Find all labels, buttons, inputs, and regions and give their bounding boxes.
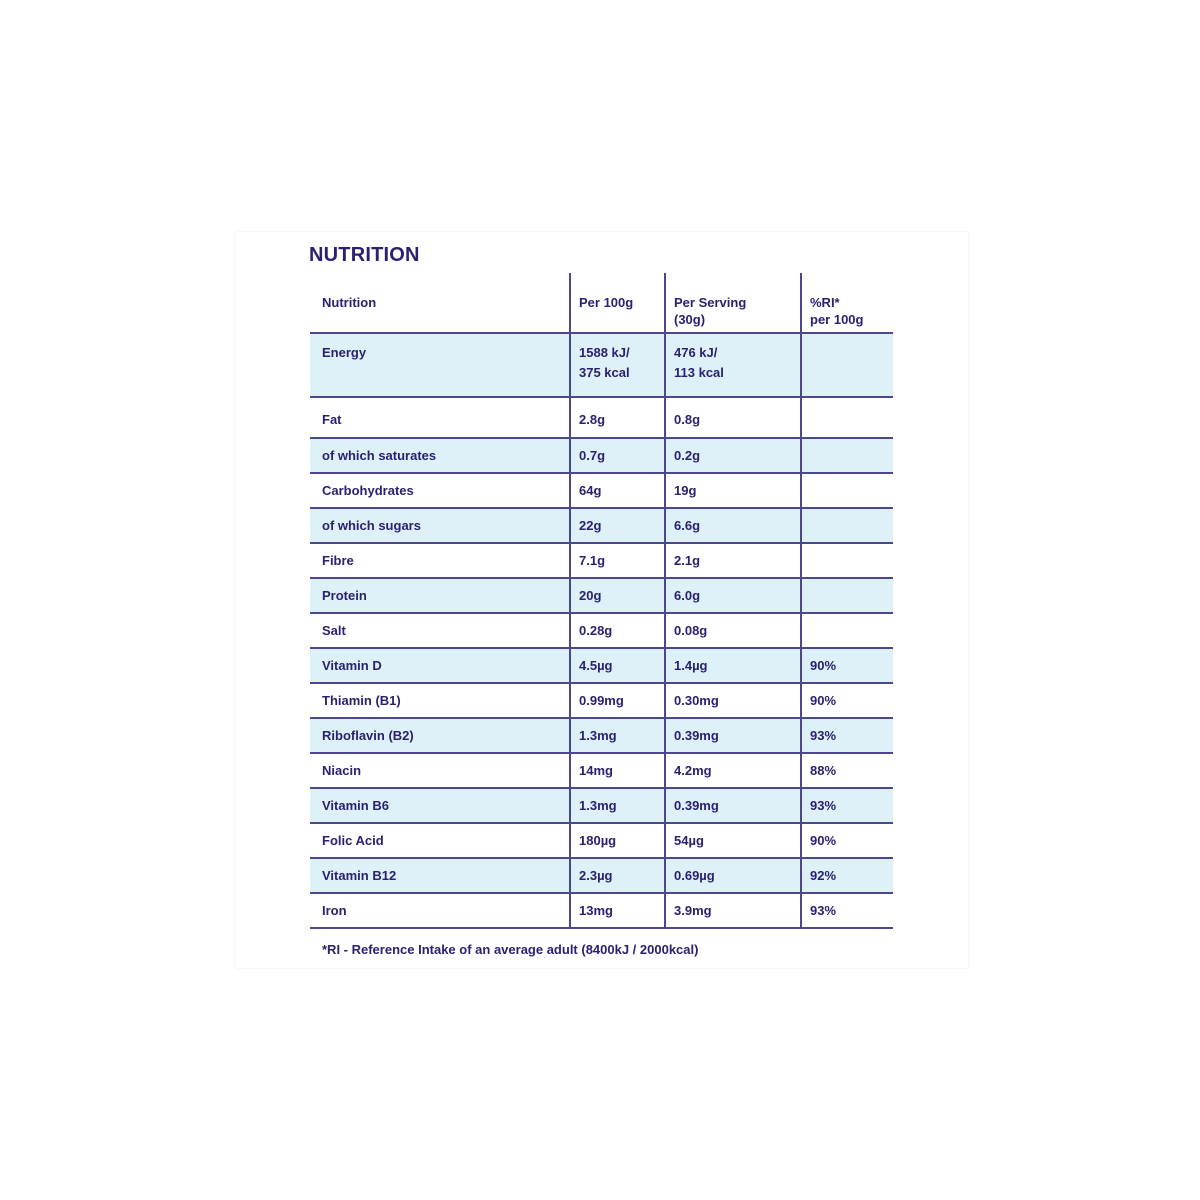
nutrient-name: Riboflavin (B2) [310, 718, 570, 753]
nutrient-name: of which saturates [310, 438, 570, 473]
per-100g-value: 1.3mg [570, 718, 665, 753]
per-serving-value: 0.30mg [665, 683, 801, 718]
column-header-ri: %RI* per 100g [801, 273, 893, 333]
table-row [310, 473, 893, 508]
footnote: *RI - Reference Intake of an average adult (8400kJ / 2000kcal) [322, 942, 699, 957]
per-100g-value: 1588 kJ/ 375 kcal [570, 333, 665, 397]
table-row [310, 893, 893, 928]
per-serving-value: 0.2g [665, 438, 801, 473]
ri-value: 90% [801, 683, 893, 718]
table-row [310, 333, 893, 397]
per-serving-value: 3.9mg [665, 893, 801, 928]
nutrient-name: Fibre [310, 543, 570, 578]
ri-value [801, 613, 893, 648]
per-serving-value: 0.08g [665, 613, 801, 648]
per-serving-value: 19g [665, 473, 801, 508]
page-title: NUTRITION [309, 244, 420, 266]
table-row [310, 578, 893, 613]
column-header-per-100g: Per 100g [570, 273, 665, 333]
column-header-per-serving: Per Serving (30g) [665, 273, 801, 333]
per-100g-value: 180µg [570, 823, 665, 858]
table-row [310, 648, 893, 683]
per-100g-value: 13mg [570, 893, 665, 928]
ri-value: 93% [801, 893, 893, 928]
per-serving-value: 0.39mg [665, 788, 801, 823]
per-100g-value: 1.3mg [570, 788, 665, 823]
nutrient-name: Thiamin (B1) [310, 683, 570, 718]
per-100g-value: 2.8g [570, 397, 665, 438]
per-serving-value: 4.2mg [665, 753, 801, 788]
per-serving-value: 0.39mg [665, 718, 801, 753]
nutrient-name: Fat [310, 397, 570, 438]
ri-value [801, 578, 893, 613]
nutrient-name: Carbohydrates [310, 473, 570, 508]
nutrient-name: of which sugars [310, 508, 570, 543]
ri-value: 90% [801, 648, 893, 683]
per-100g-value: 64g [570, 473, 665, 508]
nutrient-name: Vitamin B6 [310, 788, 570, 823]
per-100g-value: 0.28g [570, 613, 665, 648]
per-serving-value: 1.4µg [665, 648, 801, 683]
table-row [310, 788, 893, 823]
per-serving-value: 0.69µg [665, 858, 801, 893]
ri-value: 88% [801, 753, 893, 788]
table-body [310, 333, 893, 928]
per-serving-value: 476 kJ/ 113 kcal [665, 333, 801, 397]
ri-value [801, 508, 893, 543]
ri-value: 93% [801, 788, 893, 823]
ri-value [801, 473, 893, 508]
nutrient-name: Energy [310, 333, 570, 397]
nutrition-table [310, 273, 893, 929]
column-header-nutrition: Nutrition [310, 273, 570, 333]
per-100g-value: 0.99mg [570, 683, 665, 718]
nutrient-name: Niacin [310, 753, 570, 788]
per-100g-value: 2.3µg [570, 858, 665, 893]
ri-value: 92% [801, 858, 893, 893]
table-row [310, 397, 893, 438]
table-row [310, 753, 893, 788]
per-serving-value: 54µg [665, 823, 801, 858]
per-100g-value: 7.1g [570, 543, 665, 578]
ri-value: 93% [801, 718, 893, 753]
per-100g-value: 22g [570, 508, 665, 543]
table-header-row [310, 273, 893, 333]
ri-value [801, 397, 893, 438]
per-100g-value: 0.7g [570, 438, 665, 473]
per-100g-value: 20g [570, 578, 665, 613]
table-row [310, 438, 893, 473]
table-row [310, 543, 893, 578]
nutrient-name: Protein [310, 578, 570, 613]
table-row [310, 683, 893, 718]
ri-value [801, 438, 893, 473]
nutrient-name: Vitamin D [310, 648, 570, 683]
nutrient-name: Iron [310, 893, 570, 928]
per-serving-value: 6.6g [665, 508, 801, 543]
table-row [310, 823, 893, 858]
ri-value: 90% [801, 823, 893, 858]
table-row [310, 508, 893, 543]
per-100g-value: 4.5µg [570, 648, 665, 683]
ri-value [801, 333, 893, 397]
table-row [310, 858, 893, 893]
per-serving-value: 6.0g [665, 578, 801, 613]
per-100g-value: 14mg [570, 753, 665, 788]
nutrient-name: Folic Acid [310, 823, 570, 858]
per-serving-value: 0.8g [665, 397, 801, 438]
nutrient-name: Vitamin B12 [310, 858, 570, 893]
table-row [310, 718, 893, 753]
nutrient-name: Salt [310, 613, 570, 648]
per-serving-value: 2.1g [665, 543, 801, 578]
table-row [310, 613, 893, 648]
ri-value [801, 543, 893, 578]
